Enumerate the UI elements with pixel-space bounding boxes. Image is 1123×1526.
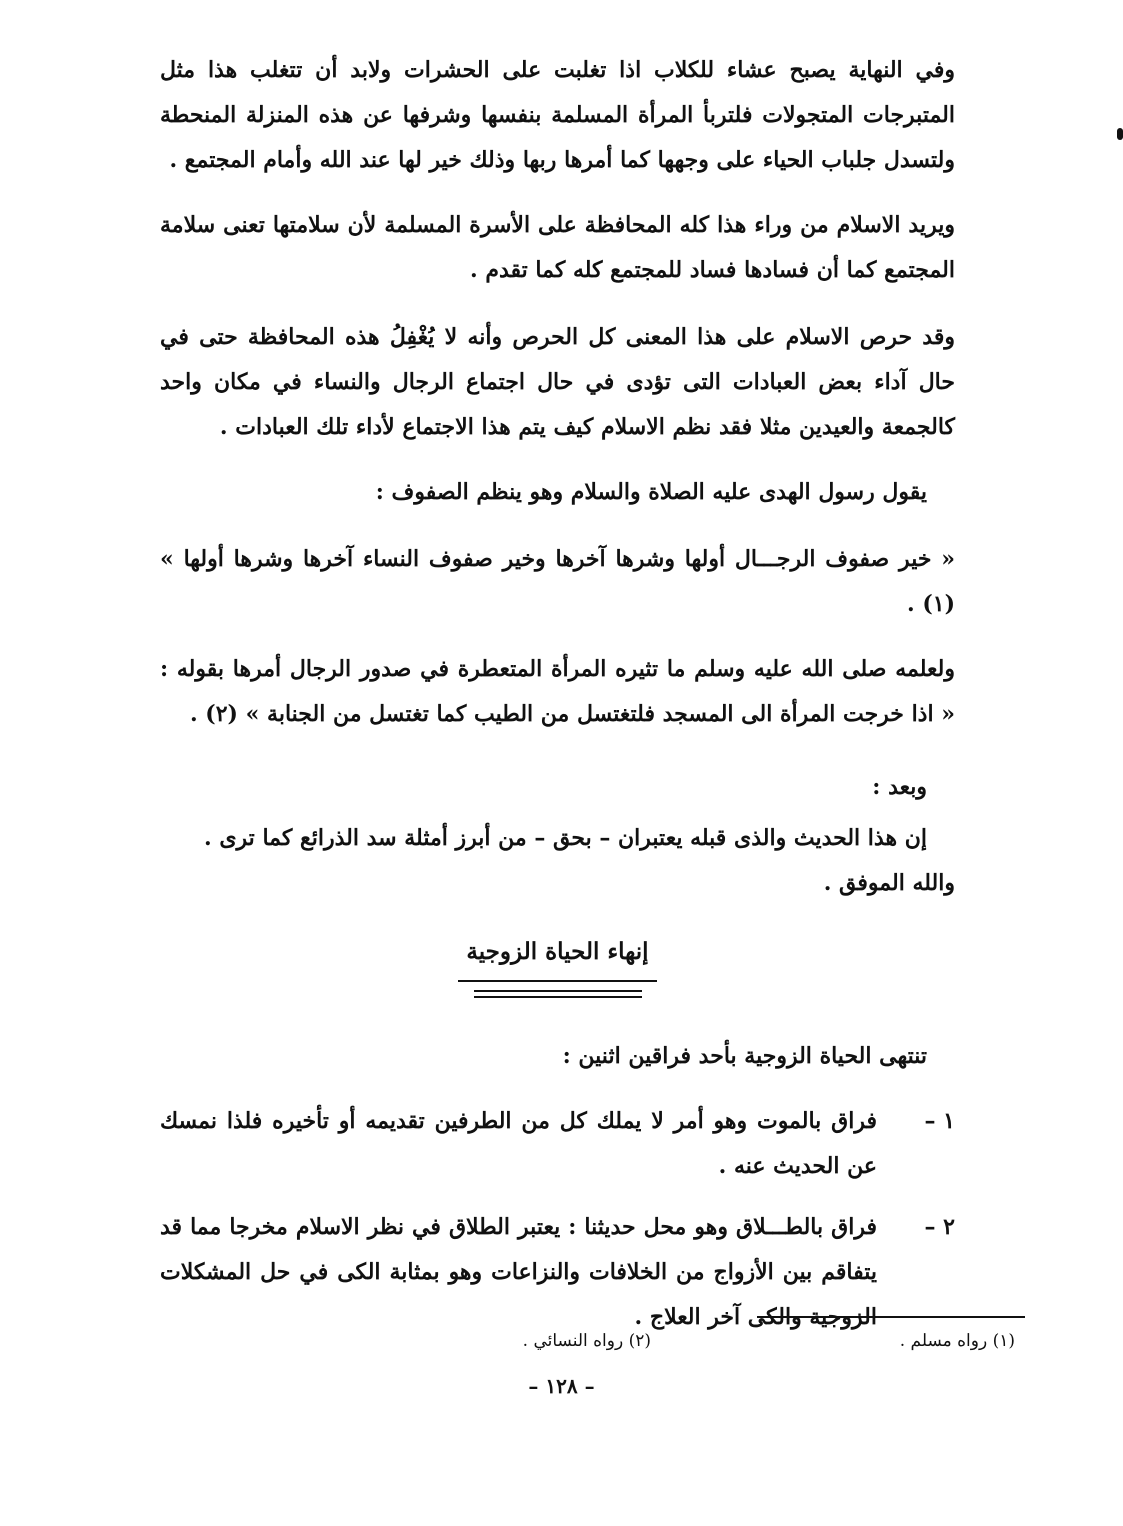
- heading-double-rule: [474, 990, 642, 998]
- list-item: [160, 1205, 955, 1340]
- list-item: [160, 1099, 955, 1189]
- section-heading-wrap: [160, 930, 955, 998]
- list-item-text: فراق بالموت وهو أمر لا يملك كل من الطرفين تقديمه أو تأخيره فلذا نمسك عن الحديث عنه .: [160, 1108, 877, 1179]
- section-heading: إنهاء الحياة الزوجية: [458, 930, 656, 982]
- list-item-text: فراق بالطـــلاق وهو محل حديثنا : يعتبر الطلاق في نظر الاسلام مخرجا مما قد يتفاقم بين الأزواج من الخلافات والنزاعات وهو بمثابة الكى في حل المشكلات الزوجية والكى آخر العلاج .: [160, 1214, 877, 1330]
- paragraph-1: وفي النهاية يصبح عشاء للكلاب اذا تغلبت على الحشرات ولابد أن تتغلب هذا مثل المتبرجات المتجولات فلتربأ المرأة المسلمة بنفسها وشرفها عن هذه المنزلة المنحطة ولتسدل جلباب الحياء على وجهها كما أمرها ربها وذلك خير لها عند الله وأمام المجتمع .: [160, 57, 955, 173]
- footnote-2: (٢) رواه النسائي .: [522, 1331, 651, 1351]
- list-item-number: ١ –: [924, 1108, 955, 1134]
- paragraph-closing: والله الموفق .: [823, 870, 955, 896]
- paragraph-2: ويريد الاسلام من وراء هذا كله المحافظة على الأسرة المسلمة لأن سلامتها تعنى سلامة المجتمع كما أن فسادها فساد للمجتمع كله كما تقدم .: [160, 212, 955, 283]
- page-body: [160, 48, 955, 1356]
- page-number: – ١٢٨ –: [528, 1374, 595, 1398]
- footnote-1: (١) رواه مسلم .: [899, 1331, 1015, 1351]
- hadith-quote-1: « خير صفوف الرجـــال أولها وشرها آخرها وخير صفوف النساء آخرها وشرها أولها » (١) .: [160, 546, 955, 617]
- paragraph-intro: تنتهى الحياة الزوجية بأحد فراقين اثنين :: [562, 1043, 927, 1069]
- footnote-rule: [757, 1316, 1025, 1318]
- paragraph-3: وقد حرص الاسلام على هذا المعنى كل الحرص وأنه لا يُغْفِلُ هذه المحافظة حتى في حال آداء بعض العبادات التى تؤدى في حال اجتماع الرجال والنساء في مكان واحد كالجمعة والعيدين مثلا فقد نظم الاسلام كيف يتم هذا الاجتماع لأداء تلك العبادات .: [160, 324, 955, 440]
- paragraph-wa-baad: وبعد :: [872, 774, 927, 800]
- hadith-quote-2: ولعلمه صلى الله عليه وسلم ما تثيره المرأة المتعطرة في صدور الرجال أمرها بقوله : « اذا خرجت المرأة الى المسجد فلتغتسل من الطيب كما تغتسل من الجنابة » (٢) .: [160, 656, 955, 727]
- paragraph-4: يقول رسول الهدى عليه الصلاة والسلام وهو ينظم الصفوف :: [375, 479, 927, 505]
- list-item-number: ٢ –: [924, 1214, 955, 1240]
- margin-mark: [1117, 128, 1123, 140]
- paragraph-conclusion: إن هذا الحديث والذى قبله يعتبران – بحق – من أبرز أمثلة سد الذرائع كما ترى .: [204, 825, 927, 851]
